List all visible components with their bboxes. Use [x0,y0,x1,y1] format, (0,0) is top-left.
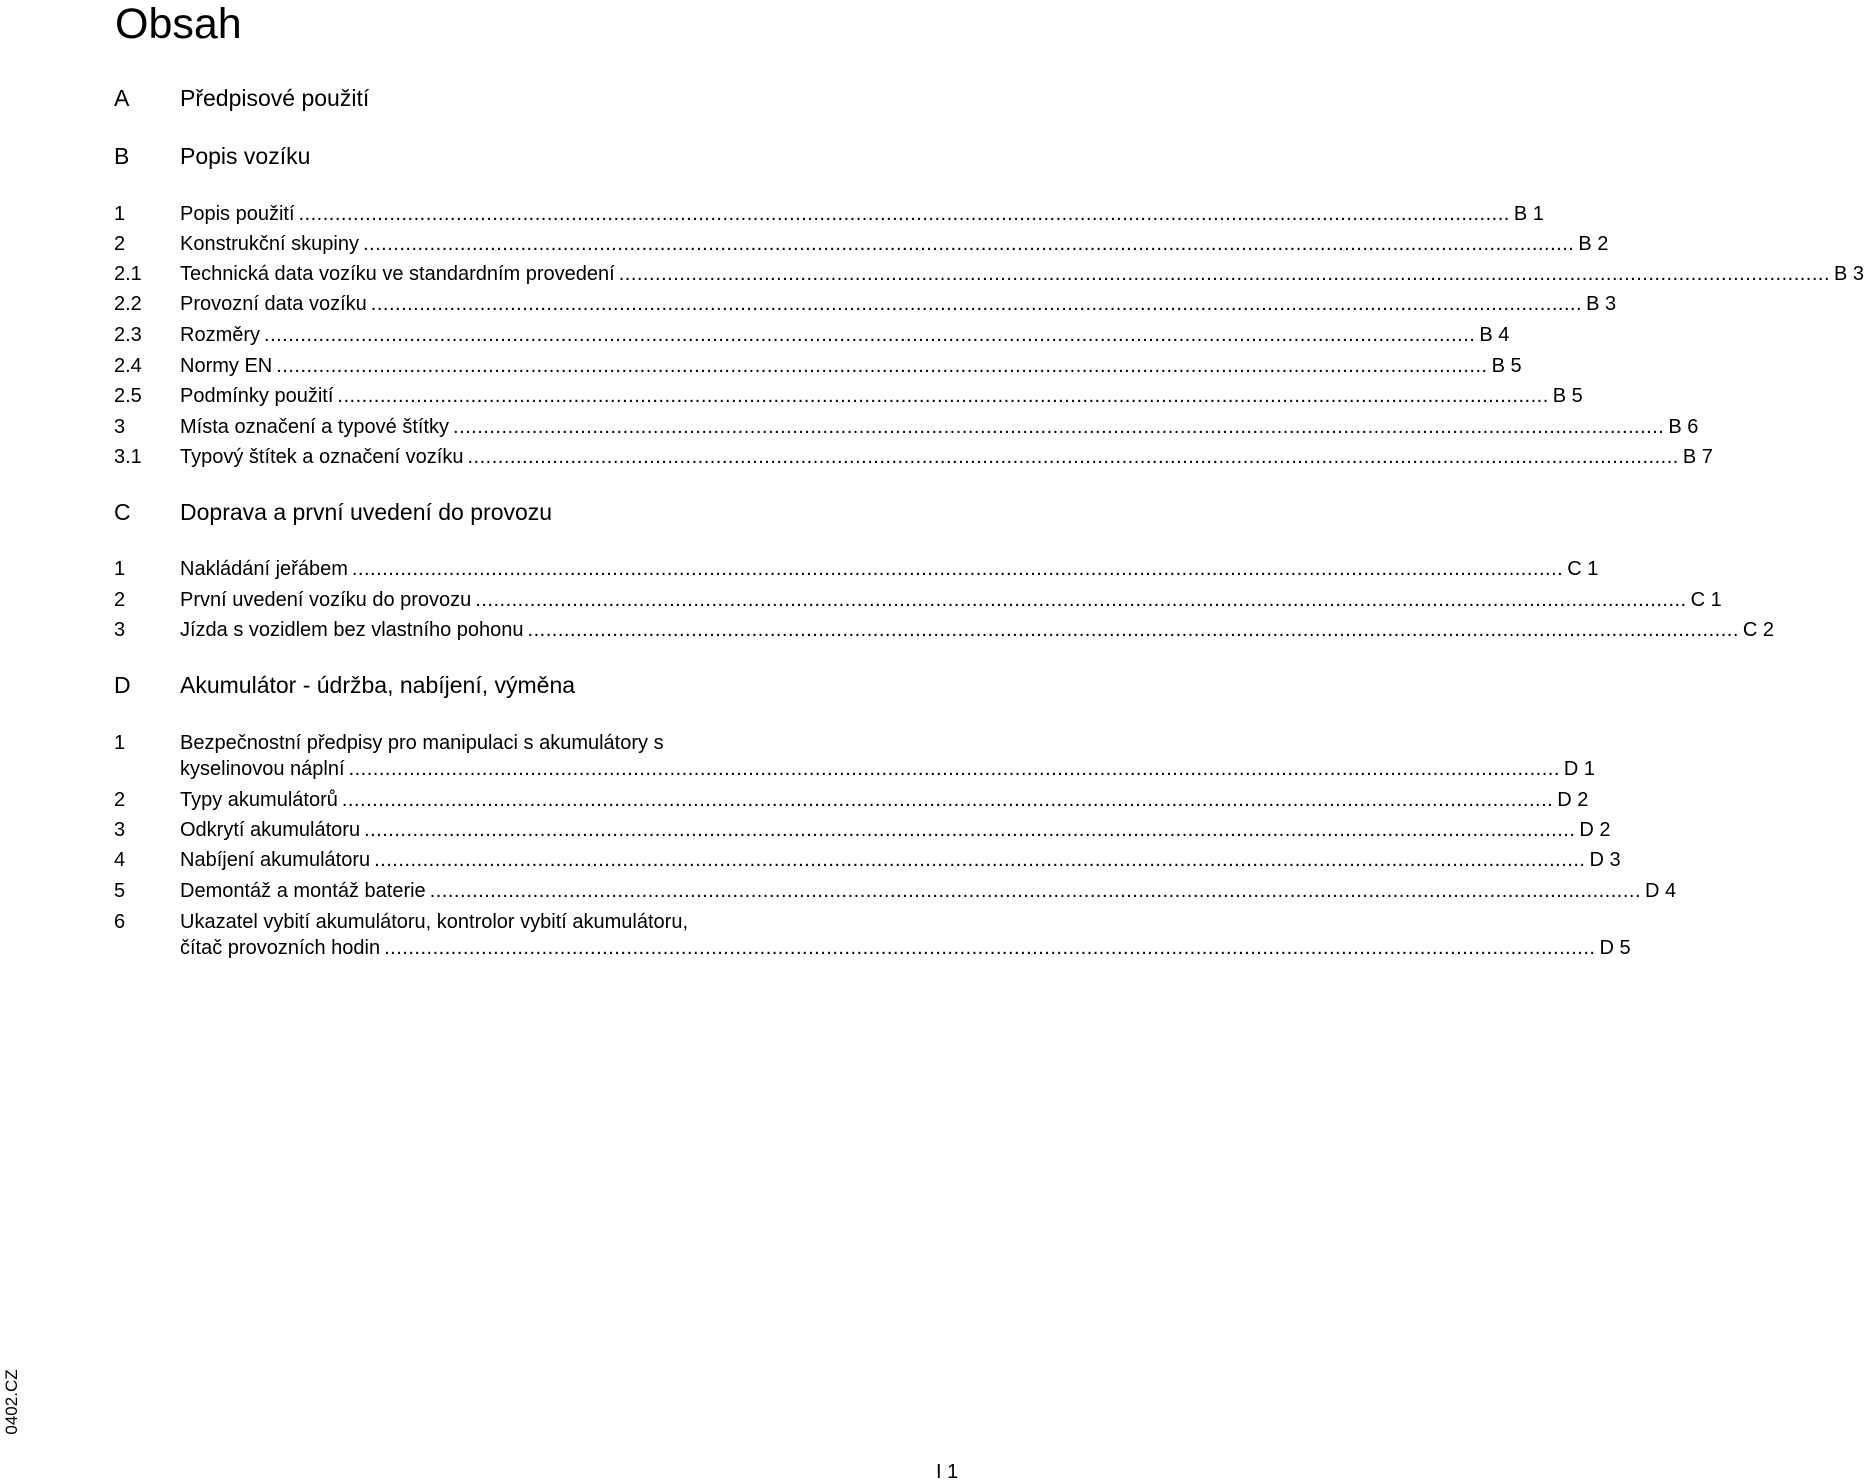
toc-entry-d5[interactable] [0,878,1677,908]
dot-leader: ........................................................................................................................................................................................................ [467,446,1679,468]
dot-leader: ........................................................................................................................................................................................................ [527,619,1739,641]
entry-label: Typový štítek a označení vozíku [180,446,464,468]
entry-label: Normy EN [180,355,273,377]
dot-leader: ........................................................................................................................................................................................................ [370,293,1583,315]
toc-entry-b2[interactable] [0,231,1609,261]
entry-page: D 2 [1579,819,1611,841]
entry-label: První uvedení vozíku do provozu [180,589,472,611]
dot-leader: ........................................................................................................................................................................................................ [337,385,1549,407]
entry-number: 5 [114,880,126,902]
dot-leader: ........................................................................................................................................................................................................ [298,203,1510,225]
document-code [2,1362,22,1442]
toc-entry-b2-2[interactable] [0,291,1617,321]
toc-entry-d4[interactable] [0,847,1621,877]
section-title: Předpisové použití [180,85,370,111]
dot-leader: ........................................................................................................................................................................................................ [264,324,1476,346]
entry-label: Typy akumulátorů [180,789,338,811]
toc-entry-b1[interactable] [0,201,1544,231]
entry-page: B 5 [1491,355,1522,377]
entry-number: 3 [114,819,126,841]
dot-leader: ........................................................................................................................................................................................................ [348,758,1560,780]
entry-page: B 6 [1668,416,1699,438]
toc-entry-b3[interactable] [0,414,1699,444]
entry-label-first-line: Ukazatel vybití akumulátoru, kontrolor vybití akumulátoru, [180,911,688,933]
toc-entry-c3[interactable] [0,617,1774,647]
entry-page: D 5 [1599,937,1631,959]
entry-label-first-line: Bezpečnostní předpisy pro manipulaci s akumulátory s [180,732,664,754]
toc-section-a [0,83,960,117]
entry-number: 2.1 [114,263,142,285]
dot-leader: ........................................................................................................................................................................................................ [364,819,1576,841]
entry-number: 2.5 [114,385,142,407]
entry-number: 2.4 [114,355,142,377]
entry-number: 3.1 [114,446,142,468]
entry-page: D 4 [1645,880,1677,902]
toc-entry-b2-5[interactable] [0,383,1583,413]
toc-entry-c2[interactable] [0,587,1722,617]
page-number: I 1 [936,1461,959,1483]
entry-number: 4 [114,849,126,871]
section-title: Popis vozíku [180,143,311,169]
toc-entry-d6[interactable] [0,909,1631,965]
entry-page: B 1 [1513,203,1544,225]
entry-label: Podmínky použití [180,385,334,407]
entry-label: Rozměry [180,324,261,346]
dot-leader: ........................................................................................................................................................................................................ [362,233,1575,255]
toc-entry-d2[interactable] [0,787,1589,817]
entry-label: Technická data vozíku ve standardním provedení [180,263,615,285]
entry-label: Popis použití [180,203,295,225]
toc-section-d [0,670,960,704]
toc-entry-b2-3[interactable] [0,322,1510,352]
entry-label: Nakládání jeřábem [180,558,348,580]
toc-entry-d1[interactable] [0,730,1596,786]
entry-page: D 3 [1589,849,1621,871]
entry-number: 3 [114,619,126,641]
section-title: Doprava a první uvedení do provozu [180,499,553,525]
entry-page: B 5 [1552,385,1583,407]
dot-leader: ........................................................................................................................................................................................................ [351,558,1564,580]
dot-leader: ........................................................................................................................................................................................................ [341,789,1554,811]
entry-label: Jízda s vozidlem bez vlastního pohonu [180,619,524,641]
entry-label: Odkrytí akumulátoru [180,819,361,841]
entry-number: 2 [114,233,126,255]
dot-leader: ........................................................................................................................................................................................................ [453,416,1665,438]
section-letter: A [114,85,130,111]
entry-label: Provozní data vozíku [180,293,367,315]
entry-label: čítač provozních hodin [180,937,381,959]
toc-entry-c1[interactable] [0,556,1599,586]
dot-leader: ........................................................................................................................................................................................................ [475,589,1687,611]
entry-number: 3 [114,416,126,438]
entry-page: C 2 [1742,619,1774,641]
toc-entry-b2-4[interactable] [0,353,1522,383]
dot-leader: ........................................................................................................................................................................................................ [276,355,1488,377]
toc-entry-b2-1[interactable] [0,261,1864,291]
section-letter: C [114,499,131,525]
entry-number: 2 [114,589,126,611]
entry-number: 1 [114,732,126,754]
toc-section-c [0,497,960,531]
entry-page: C 1 [1567,558,1599,580]
entry-number: 6 [114,911,126,933]
entry-number: 2.3 [114,324,142,346]
page-title: Obsah [115,0,242,48]
section-letter: B [114,143,130,169]
entry-page: B 7 [1682,446,1713,468]
entry-page: B 2 [1578,233,1609,255]
document-code-text: 0402.CZ [2,1369,21,1435]
entry-page: C 1 [1690,589,1722,611]
entry-number: 2.2 [114,293,142,315]
entry-label: Místa označení a typové štítky [180,416,450,438]
entry-page: B 3 [1834,263,1864,285]
entry-label: kyselinovou náplní [180,758,345,780]
section-letter: D [114,672,131,698]
entry-label: Nabíjení akumulátoru [180,849,371,871]
entry-label: Demontáž a montáž baterie [180,880,426,902]
dot-leader: ........................................................................................................................................................................................................ [429,880,1642,902]
toc-section-b [0,141,960,175]
entry-number: 1 [114,203,126,225]
entry-page: B 3 [1586,293,1617,315]
dot-leader: ........................................................................................................................................................................................................ [618,263,1831,285]
entry-page: D 1 [1563,758,1596,780]
entry-number: 2 [114,789,126,811]
toc-entry-d3[interactable] [0,817,1611,847]
entry-label: Konstrukční skupiny [180,233,359,255]
dot-leader: ........................................................................................................................................................................................................ [384,937,1596,959]
toc-entry-b3-1[interactable] [0,444,1713,474]
entry-page: B 4 [1479,324,1510,346]
entry-number: 1 [114,558,126,580]
section-title: Akumulátor - údržba, nabíjení, výměna [180,672,576,698]
dot-leader: ........................................................................................................................................................................................................ [374,849,1586,871]
entry-page: D 2 [1557,789,1589,811]
